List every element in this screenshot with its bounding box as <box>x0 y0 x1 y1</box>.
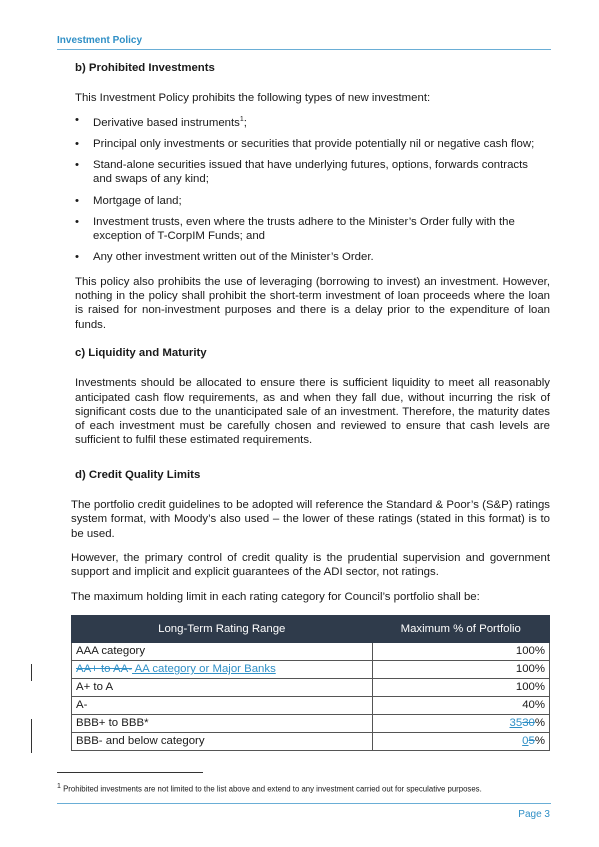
column-header: Long-Term Rating Range <box>72 615 373 642</box>
table-header-row <box>72 615 550 642</box>
footnote <box>57 783 482 794</box>
limit-cell: 05% <box>372 732 549 750</box>
list-item: • Stand-alone securities issued that have underlying futures, options, forwards contracts and swaps of any kind; <box>75 158 550 187</box>
list-item: • Mortgage of land; <box>75 194 550 208</box>
section-d-paragraph-2: However, the primary control of credit quality is the prudential supervision and government support and implicit and explicit guarantees of the ADI sector, not ratings. <box>71 551 550 579</box>
rating-cell <box>72 660 373 678</box>
footnote-text: Prohibited investments are not limited to the list above and extend to any investment carried out for speculative purposes. <box>60 784 482 794</box>
rating-cell: AAA category <box>72 642 373 660</box>
table-row <box>72 678 550 696</box>
section-b-heading: b) Prohibited Investments <box>75 62 215 74</box>
change-bar <box>31 719 32 753</box>
table-row <box>72 660 550 678</box>
rating-cell: A+ to A <box>72 678 373 696</box>
section-d-paragraph-3: The maximum holding limit in each rating category for Council’s portfolio shall be: <box>71 590 480 603</box>
list-item: • Derivative based instruments$^1$; <box>75 113 550 130</box>
page-number: Page 3 <box>518 809 550 820</box>
footnote-rule <box>57 772 203 773</box>
column-header: Maximum % of Portfolio <box>372 615 549 642</box>
section-d-heading: d) Credit Quality Limits <box>75 468 201 481</box>
table-row <box>72 642 550 660</box>
section-c-heading: c) Liquidity and Maturity <box>75 346 207 359</box>
section-b-paragraph: This policy also prohibits the use of leveraging (borrowing to invest) an investment. However, nothing in the policy shall prohibit the short-term investment of loan proceeds where the loan is raised for non-investment purposes and there is a delay prior to the expenditure of loan funds. <box>75 275 550 331</box>
section-c-paragraph: Investments should be allocated to ensure there is sufficient liquidity to meet all reasonably anticipated cash flow requirements, as and when they fall due, without incurring the risk of significant costs due to the unanticipated sale of an investment. Therefore, the maturity dates of each investment must be carefully chosen and reviewed to ensure that cash levels are sufficient to fulfil these estimated requirements. <box>75 377 550 447</box>
change-bar <box>31 664 32 681</box>
header-rule <box>57 49 551 50</box>
list-item: • Any other investment written out of the Minister’s Order. <box>75 250 550 264</box>
list-item: • Investment trusts, even where the trusts adhere to the Minister’s Order fully with the exception of T-CorpIM Funds; and <box>75 215 550 244</box>
inserted-text: 0 <box>522 735 529 748</box>
limit-cell: 100% <box>372 642 549 660</box>
inserted-text: AA category or Major Banks <box>132 663 276 676</box>
limit-cell: 100% <box>372 660 549 678</box>
rating-cell: BBB- and below category <box>72 732 373 750</box>
table-row <box>72 714 550 732</box>
rating-cell: A- <box>72 696 373 714</box>
deleted-text: AA+ to AA- <box>76 663 133 676</box>
list-item: • Principal only investments or securities that provide potentially nil or negative cash flow; <box>75 137 550 151</box>
footer-rule <box>57 803 551 804</box>
prohibited-list <box>75 113 550 265</box>
inserted-text: 35 <box>509 717 523 730</box>
deleted-text: 30 <box>522 717 535 730</box>
section-d-paragraph-1: The portfolio credit guidelines to be adopted will reference the Standard & Poor’s (S&P) ratings system format, with Moody’s also used – the lower of these ratings (stated in this format) is to be used. <box>71 499 550 540</box>
footnote-marker: 1 <box>57 783 61 790</box>
rating-limits-table <box>71 615 550 751</box>
table-row <box>72 696 550 714</box>
section-b-intro: This Investment Policy prohibits the following types of new investment: <box>75 92 431 105</box>
footnote-ref[interactable]: 1 <box>239 115 244 123</box>
limit-cell: 40% <box>372 696 549 714</box>
limit-cell: 3530% <box>372 714 549 732</box>
deleted-text: 5 <box>528 735 535 748</box>
running-header: Investment Policy <box>57 35 143 46</box>
limit-cell: 100% <box>372 678 549 696</box>
table-row <box>72 732 550 750</box>
page-body <box>71 61 550 751</box>
rating-cell: BBB+ to BBB* <box>72 714 373 732</box>
